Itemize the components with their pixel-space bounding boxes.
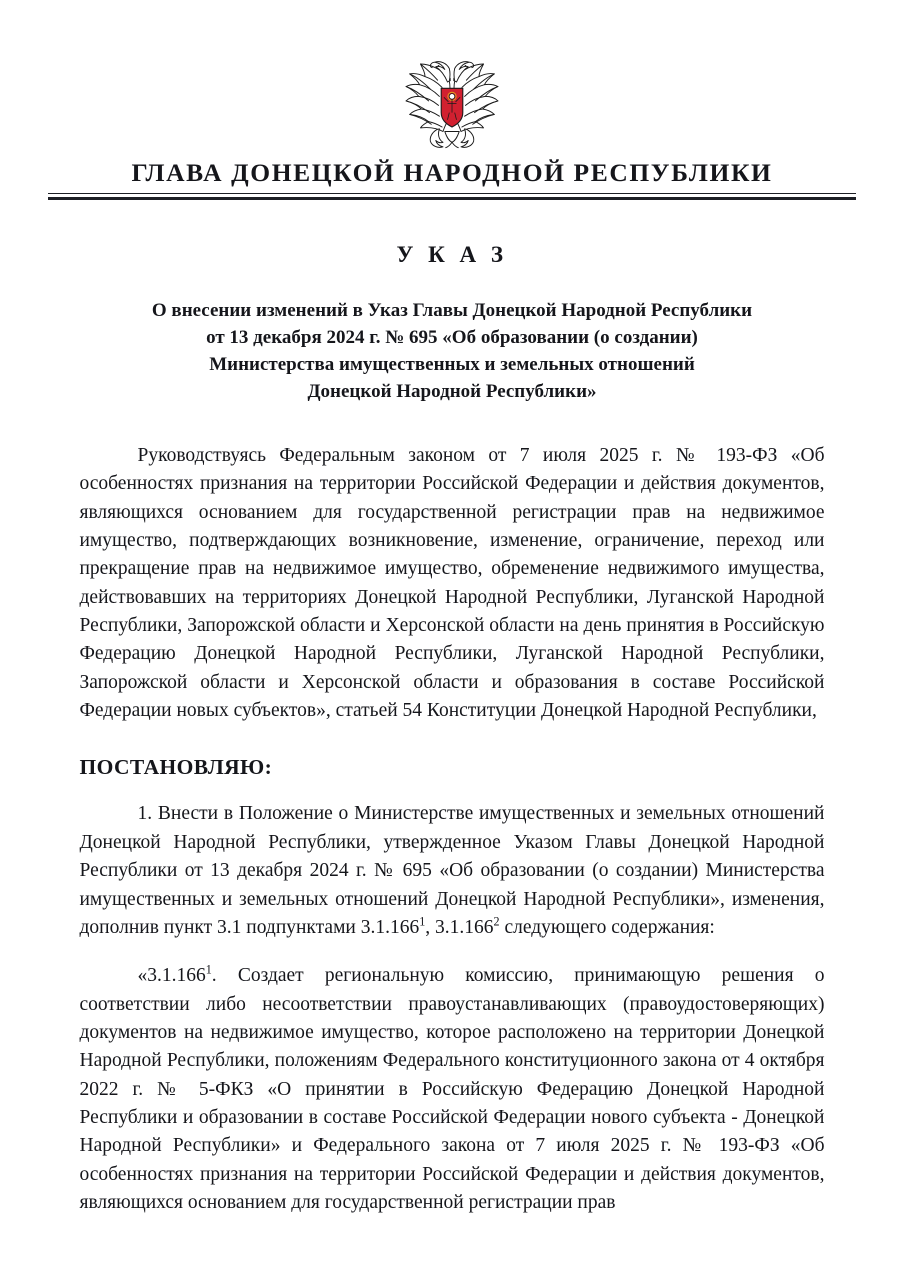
preamble-paragraph: Руководствуясь Федеральным законом от 7 июля 2025 г. № 193-ФЗ «Об особенностях признания на территории Российской Федерации и действия документов, являющихся основанием для государственной регистрации прав на недвижимое имущество, подтверждающих возникновение, изменение, ограничение, переход или прекращение прав на недвижимое имущество, обременение недвижимого имущества, действовавших на территориях Донецкой Народной Республики, Луганской Народной Республики, Запорожской области и Херсонской области на день принятия в Российскую Федерацию Донецкой Народной Республики, Луганской Народной Республики, Запорожской области и Херсонской области и образования в составе Российской Федерации новых субъектов», статьей 54 Конституции Донецкой Народной Республики,: [79, 444, 825, 722]
clause-1-text-before: 1. Внести в Положение о Министерстве имущественных и земельных отношений Донецкой Народной Республики, утвержденное Указом Главы Донецкой Народной Республики от 13 декабря 2024 г. № 695 «Об образовании (о создании) Министерства имущественных и земельных отношений Донецкой Народной Республики», изменения, дополнив пункт 3.1 подпунктами 3.1.166: [79, 803, 825, 938]
clause-1-paragraph: [80, 800, 825, 942]
document-type-heading: У К А З: [396, 242, 508, 267]
emblem-container: [0, 0, 904, 154]
header-divider: [46, 193, 858, 200]
subtitle-line: Донецкой Народной Республики»: [307, 380, 597, 402]
clause-quote-superscript-1: 1: [205, 962, 212, 977]
clause-1-superscript-2: 2: [493, 914, 500, 929]
divider-line-thick: [48, 197, 856, 200]
clause-quote-text-before: «3.1.166: [137, 965, 206, 987]
clause-quote-text-after: . Создает региональную комиссию, принимающую решения о соответствии либо несоответствии правоустанавливающих (правоудостоверяющих) документов на недвижимое имущество, которое расположено на территории Донецкой Народной Республики, положениям Федерального конституционного закона от 4 октября 2022 г. № 5-ФКЗ «О принятии в Российскую Федерацию Донецкой Народной Республики и образовании в составе Российской Федерации нового субъекта - Донецкой Народной Республики» и Федерального закона от 7 июля 2025 г. № 193-ФЗ «Об особенностях признания на территории Российской Федерации и действия документов, являющихся основанием для государственной регистрации прав: [79, 965, 825, 1214]
clause-1-text-after: следующего содержания:: [499, 916, 715, 938]
page-title: ГЛАВА ДОНЕЦКОЙ НАРОДНОЙ РЕСПУБЛИКИ: [131, 158, 773, 187]
document-subtitle: [128, 298, 776, 406]
document-body: [80, 442, 825, 1218]
clause-1-text-middle: , 3.1.166: [425, 916, 494, 938]
clause-quote-paragraph: [80, 962, 825, 1217]
clause-1-superscript-1: 1: [419, 914, 426, 929]
coat-of-arms-icon: [398, 46, 506, 154]
subtitle-line: О внесении изменений в Указ Главы Донецкой Народной Республики: [151, 300, 753, 321]
subtitle-line: Министерства имущественных и земельных отношений: [209, 353, 695, 375]
subtitle-line: от 13 декабря 2024 г. № 695 «Об образовании (о создании): [206, 326, 698, 348]
header-block: [0, 158, 904, 200]
resolve-heading: ПОСТАНОВЛЯЮ:: [79, 755, 273, 780]
